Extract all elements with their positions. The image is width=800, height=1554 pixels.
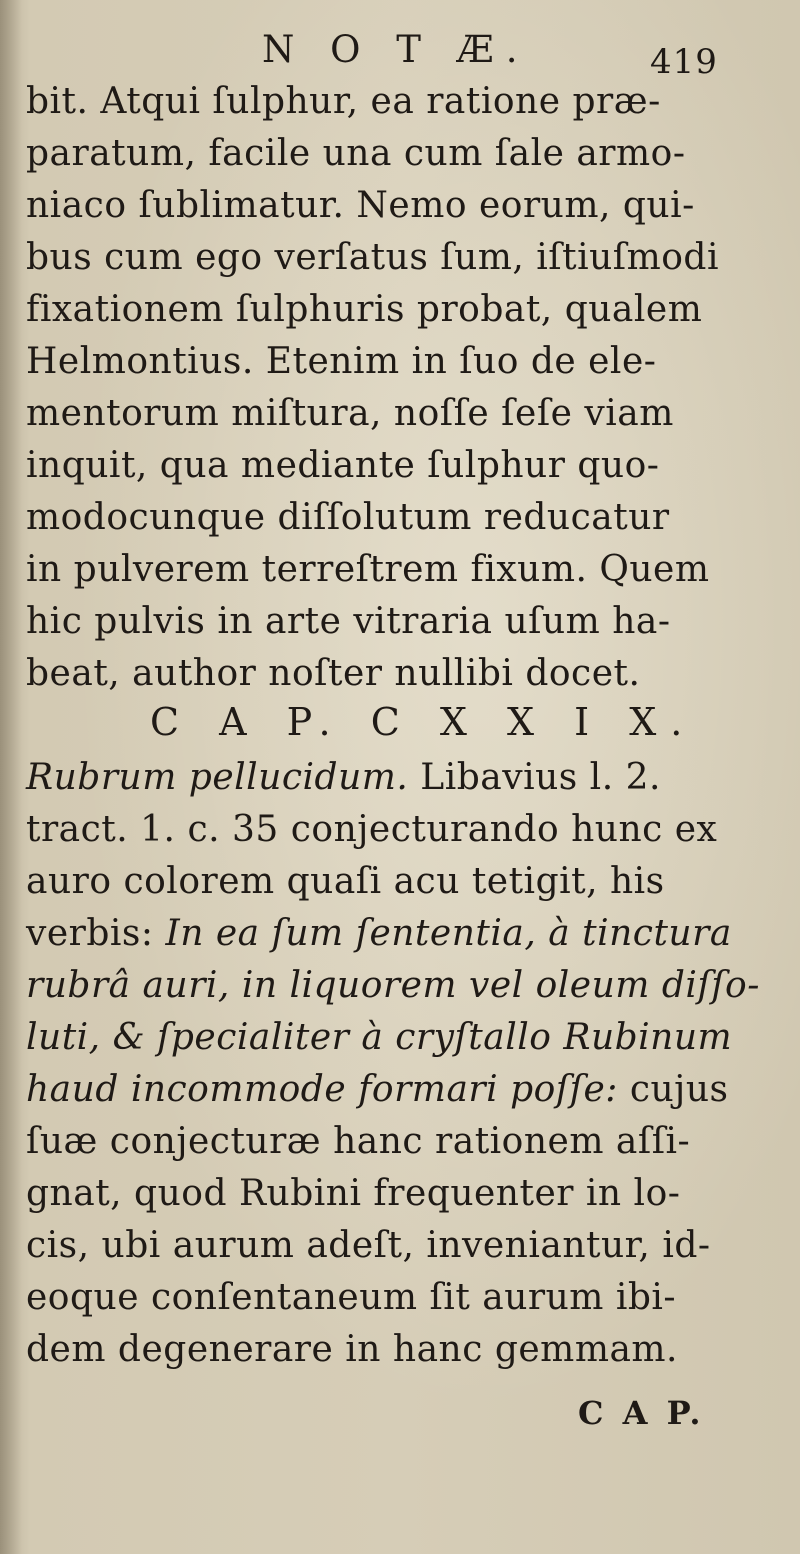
text-line	[26, 1016, 732, 1060]
text-segment: paratum, facile una cum ſale armo-	[26, 133, 686, 174]
text-segment: bus cum ego verſatus ſum, iſtiuſmodi	[26, 237, 719, 278]
text-segment: inquit, qua mediante ſulphur quo-	[26, 445, 660, 486]
text-segment: modocunque diſſolutum reducatur	[26, 497, 670, 538]
text-line	[26, 1172, 680, 1216]
text-line	[26, 236, 719, 280]
text-segment: niaco ſublimatur. Nemo eorum, qui-	[26, 185, 695, 226]
text-line	[26, 340, 656, 384]
italic-text: rubrâ auri, in liquorem vel oleum diſſo-	[26, 965, 760, 1006]
text-line	[26, 1328, 678, 1372]
text-segment: in pulverem terreſtrem fixum. Quem	[26, 549, 710, 590]
text-line	[26, 288, 702, 332]
text-line	[26, 392, 674, 436]
catchword: C A P.	[578, 1394, 705, 1432]
text-line	[26, 1120, 690, 1164]
text-line	[26, 1276, 676, 1320]
text-segment: tract. 1. c. 35 conjecturando hunc ex	[26, 809, 718, 850]
text-segment: Helmontius. Etenim in ſuo de ele-	[26, 341, 657, 382]
text-segment: gnat, quod Rubini frequenter in lo-	[26, 1173, 681, 1214]
italic-text: In ea ſum ſententia, à tinctura	[165, 913, 732, 954]
text-segment: mentorum miſtura, noſſe ſeſe viam	[26, 393, 674, 434]
text-line	[26, 548, 710, 592]
text-segment: auro colorem quaſi acu tetigit, his	[26, 861, 665, 902]
text-segment: dem degenerare in hanc gemmam.	[26, 1329, 678, 1370]
text-line	[26, 1224, 711, 1268]
chapter-heading: C A P. C X X I X.	[150, 700, 697, 744]
text-line	[26, 964, 760, 1008]
text-segment: beat, author noſter nullibi docet.	[26, 653, 641, 694]
italic-text: Rubrum pellucidum.	[26, 757, 409, 798]
text-line	[26, 184, 695, 228]
text-line	[26, 652, 640, 696]
text-line	[26, 600, 671, 644]
text-line	[26, 756, 661, 800]
text-line	[26, 444, 659, 488]
text-line	[26, 808, 717, 852]
text-segment: Libavius l. 2.	[408, 757, 661, 798]
italic-text: luti, & ſpecialiter à cryſtallo Rubinum	[26, 1017, 733, 1058]
text-line	[26, 1068, 729, 1112]
text-segment: fixationem ſulphuris probat, qualem	[26, 289, 703, 330]
text-line	[26, 80, 661, 124]
text-segment: eoque conſentaneum ſit aurum ibi-	[26, 1277, 677, 1318]
text-segment: cis, ubi aurum adeſt, inveniantur, id-	[26, 1225, 711, 1266]
page-number: 419	[650, 42, 718, 82]
text-line	[26, 132, 685, 176]
text-segment: cujus	[617, 1069, 729, 1110]
text-segment: bit. Atqui ſulphur, ea ratione præ-	[26, 81, 661, 122]
italic-text: haud incommode formari poſſe:	[26, 1069, 618, 1110]
text-segment: ſuæ conjecturæ hanc rationem aſſi-	[26, 1121, 691, 1162]
running-title: N O T Æ.	[262, 28, 530, 71]
text-line	[26, 912, 732, 956]
text-line	[26, 496, 670, 540]
text-segment: verbis:	[26, 913, 166, 954]
text-line	[26, 860, 665, 904]
text-segment: hic pulvis in arte vitraria uſum ha-	[26, 601, 671, 642]
